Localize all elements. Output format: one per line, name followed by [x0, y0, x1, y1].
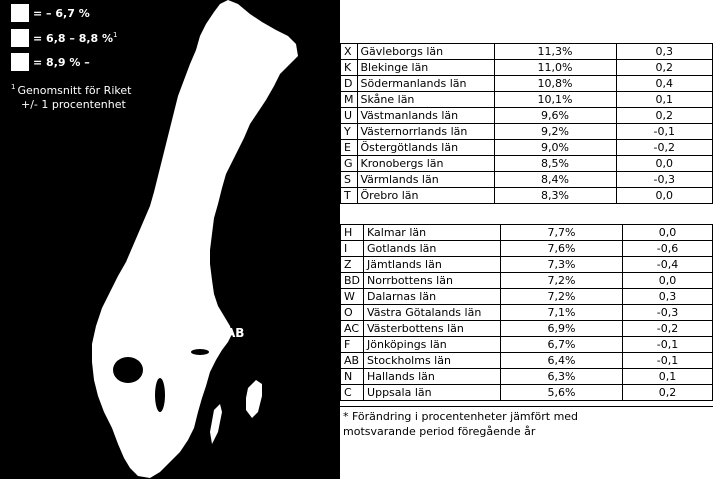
- county-percent: 6,4%: [501, 353, 623, 369]
- county-code: Z: [341, 257, 364, 273]
- county-name: Kalmar län: [364, 225, 501, 241]
- county-change: 0,0: [616, 188, 713, 204]
- county-percent: 7,2%: [501, 289, 623, 305]
- county-code: S: [341, 172, 358, 188]
- county-change: 0,0: [623, 225, 713, 241]
- county-percent: 11,0%: [494, 60, 616, 76]
- county-percent: 11,3%: [494, 44, 616, 60]
- county-percent: 6,9%: [501, 321, 623, 337]
- county-name: Värmlands län: [357, 172, 494, 188]
- county-change: 0,2: [616, 60, 713, 76]
- county-code: C: [341, 385, 364, 401]
- county-code: BD: [341, 273, 364, 289]
- county-change: -0,1: [623, 353, 713, 369]
- county-code: H: [341, 225, 364, 241]
- footnote-marker: 1: [11, 83, 16, 91]
- county-change: -0,3: [623, 305, 713, 321]
- table-row: [341, 257, 713, 273]
- gotland-island: [246, 380, 262, 418]
- legend-label-high: = 8,9 % –: [33, 55, 90, 69]
- county-name: Hallands län: [364, 369, 501, 385]
- table-row: [341, 305, 713, 321]
- county-change: -0,3: [616, 172, 713, 188]
- county-name: Västra Götalands län: [364, 305, 501, 321]
- table-row: [341, 289, 713, 305]
- legend-item-mid: [11, 28, 118, 48]
- county-code: N: [341, 369, 364, 385]
- county-change: 0,0: [623, 273, 713, 289]
- table-row: [341, 273, 713, 289]
- county-code: AC: [341, 321, 364, 337]
- county-change: 0,1: [623, 369, 713, 385]
- table-note-line2: motsvarande period föregående år: [343, 425, 536, 438]
- county-name: Jämtlands län: [364, 257, 501, 273]
- county-percent: 9,6%: [494, 108, 616, 124]
- county-percent: 6,3%: [501, 369, 623, 385]
- county-code: T: [341, 188, 358, 204]
- county-name: Västernorrlands län: [357, 124, 494, 140]
- legend-footnote: [11, 80, 131, 112]
- county-code: K: [341, 60, 358, 76]
- county-percent: 7,7%: [501, 225, 623, 241]
- footnote-line2: +/- 1 procentenhet: [21, 97, 126, 111]
- county-percent: 7,1%: [501, 305, 623, 321]
- table-row: [341, 225, 713, 241]
- county-percent: 10,1%: [494, 92, 616, 108]
- table-row: [341, 156, 713, 172]
- vanern-lake: [113, 357, 143, 383]
- map-label-ab: AB: [226, 326, 245, 340]
- county-table-low: [340, 224, 713, 401]
- county-name: Södermanlands län: [357, 76, 494, 92]
- county-code: W: [341, 289, 364, 305]
- table-row: [341, 124, 713, 140]
- county-name: Östergötlands län: [357, 140, 494, 156]
- county-change: 0,1: [616, 92, 713, 108]
- county-code: E: [341, 140, 358, 156]
- table-row: [341, 188, 713, 204]
- table-row: [341, 369, 713, 385]
- county-name: Jönköpings län: [364, 337, 501, 353]
- county-name: Norrbottens län: [364, 273, 501, 289]
- county-change: -0,6: [623, 241, 713, 257]
- county-code: I: [341, 241, 364, 257]
- county-code: D: [341, 76, 358, 92]
- county-percent: 7,2%: [501, 273, 623, 289]
- table-note-line1: * Förändring i procentenheter jämfört med: [343, 410, 579, 423]
- county-percent: 9,0%: [494, 140, 616, 156]
- county-name: Skåne län: [357, 92, 494, 108]
- county-change: 0,2: [623, 385, 713, 401]
- county-name: Stockholms län: [364, 353, 501, 369]
- malaren-lake: [191, 349, 209, 355]
- county-name: Västmanlands län: [357, 108, 494, 124]
- table-row: [341, 44, 713, 60]
- county-change: 0,3: [623, 289, 713, 305]
- county-change: -0,1: [616, 124, 713, 140]
- county-percent: 9,2%: [494, 124, 616, 140]
- vattern-lake: [155, 378, 165, 412]
- county-code: G: [341, 156, 358, 172]
- county-name: Västerbottens län: [364, 321, 501, 337]
- county-name: Gotlands län: [364, 241, 501, 257]
- county-table-high: [340, 43, 713, 204]
- footnote-line1: Genomsnitt för Riket: [17, 83, 132, 97]
- legend-item-low: [11, 3, 90, 23]
- legend-label-low: = – 6,7 %: [33, 6, 90, 20]
- table-row: [341, 172, 713, 188]
- table-row: [341, 76, 713, 92]
- county-name: Uppsala län: [364, 385, 501, 401]
- county-change: -0,1: [623, 337, 713, 353]
- table-row: [341, 353, 713, 369]
- county-name: Gävleborgs län: [357, 44, 494, 60]
- county-change: 0,4: [616, 76, 713, 92]
- county-change: -0,2: [616, 140, 713, 156]
- county-percent: 10,8%: [494, 76, 616, 92]
- county-name: Örebro län: [357, 188, 494, 204]
- table-row: [341, 241, 713, 257]
- county-code: M: [341, 92, 358, 108]
- county-percent: 8,3%: [494, 188, 616, 204]
- table-row: [341, 60, 713, 76]
- table-row: [341, 385, 713, 401]
- county-code: X: [341, 44, 358, 60]
- county-percent: 6,7%: [501, 337, 623, 353]
- legend-swatch-low: [11, 4, 29, 22]
- county-change: -0,2: [623, 321, 713, 337]
- table-row: [341, 92, 713, 108]
- table-row: [341, 108, 713, 124]
- county-code: U: [341, 108, 358, 124]
- county-change: 0,2: [616, 108, 713, 124]
- oland-island: [210, 404, 222, 444]
- county-code: AB: [341, 353, 364, 369]
- county-percent: 5,6%: [501, 385, 623, 401]
- table-note: [340, 406, 713, 441]
- sweden-silhouette: [92, 0, 298, 478]
- legend-swatch-mid: [11, 29, 29, 47]
- county-name: Dalarnas län: [364, 289, 501, 305]
- county-code: F: [341, 337, 364, 353]
- legend-item-high: [11, 52, 90, 72]
- county-code: O: [341, 305, 364, 321]
- county-percent: 7,3%: [501, 257, 623, 273]
- legend-label-mid-sup: 1: [113, 31, 118, 39]
- county-change: -0,4: [623, 257, 713, 273]
- legend-swatch-high: [11, 53, 29, 71]
- legend-label-mid: = 6,8 – 8,8 %: [33, 31, 114, 45]
- county-change: 0,3: [616, 44, 713, 60]
- county-change: 0,0: [616, 156, 713, 172]
- county-percent: 8,5%: [494, 156, 616, 172]
- county-percent: 7,6%: [501, 241, 623, 257]
- county-percent: 8,4%: [494, 172, 616, 188]
- county-code: Y: [341, 124, 358, 140]
- table-row: [341, 140, 713, 156]
- county-name: Blekinge län: [357, 60, 494, 76]
- table-row: [341, 321, 713, 337]
- table-row: [341, 337, 713, 353]
- county-name: Kronobergs län: [357, 156, 494, 172]
- county-data-panel: [340, 0, 713, 479]
